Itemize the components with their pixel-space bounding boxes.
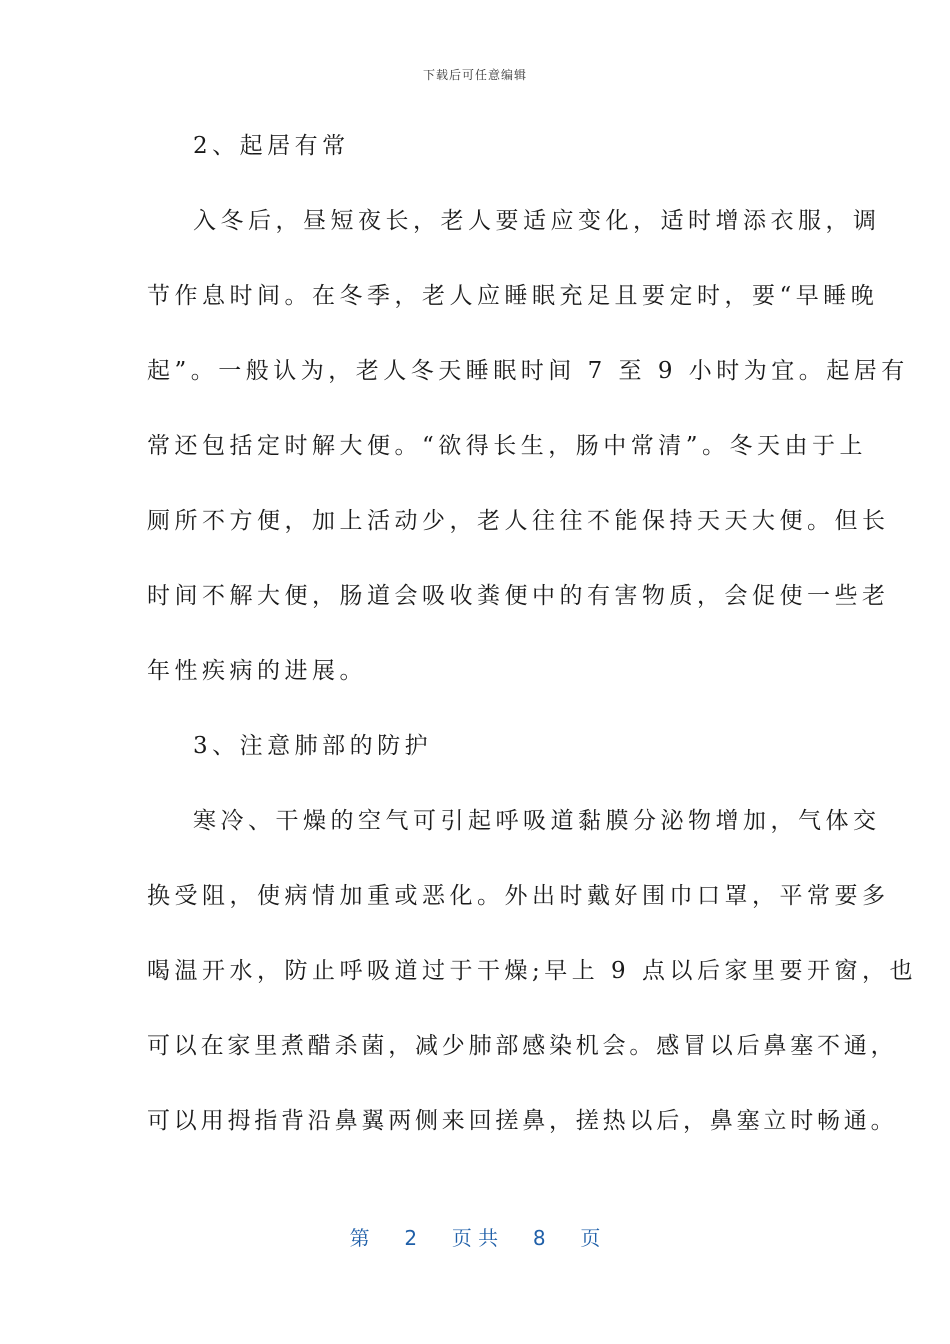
footer-current-page: 2 xyxy=(404,1226,418,1250)
paragraph-line: 换受阻，使病情加重或恶化。外出时戴好围巾口罩，平常要多 xyxy=(147,883,890,909)
page-header: 下载后可任意编辑 xyxy=(422,68,527,82)
footer-total-pages: 8 xyxy=(532,1226,546,1250)
paragraph-line: 厕所不方便，加上活动少，老人往往不能保持天天大便。但长 xyxy=(147,508,890,534)
paragraph-line: 节作息时间。在冬季，老人应睡眠充足且要定时，要“早睡晚 xyxy=(147,283,879,309)
paragraph-line: 入冬后，昼短夜长，老人要适应变化，适时增添衣服，调 xyxy=(193,208,881,234)
paragraph-line: 可以在家里煮醋杀菌，减少肺部感染机会。感冒以后鼻塞不通， xyxy=(147,1033,898,1059)
paragraph-line: 年性疾病的进展。 xyxy=(147,658,367,684)
footer-middle: 页 共 xyxy=(451,1226,499,1250)
document-body xyxy=(147,118,918,1168)
paragraph-line: 可以用拇指背沿鼻翼两侧来回搓鼻，搓热以后，鼻塞立时畅通。 xyxy=(147,1108,898,1134)
paragraph-line: 寒冷、干燥的空气可引起呼吸道黏膜分泌物增加，气体交 xyxy=(193,808,881,834)
paragraph-line: 起”。一般认为，老人冬天睡眠时间 7 至 9 小时为宜。起居有 xyxy=(147,358,909,384)
footer-suffix: 页 xyxy=(580,1226,601,1250)
page-footer xyxy=(0,1222,950,1251)
section-heading-2: 2、起居有常 xyxy=(193,133,350,159)
paragraph-line: 常还包括定时解大便。“欲得长生，肠中常清”。冬天由于上 xyxy=(147,433,868,459)
footer-prefix: 第 xyxy=(349,1226,370,1250)
section-heading-3: 3、注意肺部的防护 xyxy=(193,733,433,759)
paragraph-line: 喝温开水，防止呼吸道过于干燥;早上 9 点以后家里要开窗，也 xyxy=(147,958,918,984)
paragraph-line: 时间不解大便，肠道会吸收粪便中的有害物质，会促使一些老 xyxy=(147,583,890,609)
